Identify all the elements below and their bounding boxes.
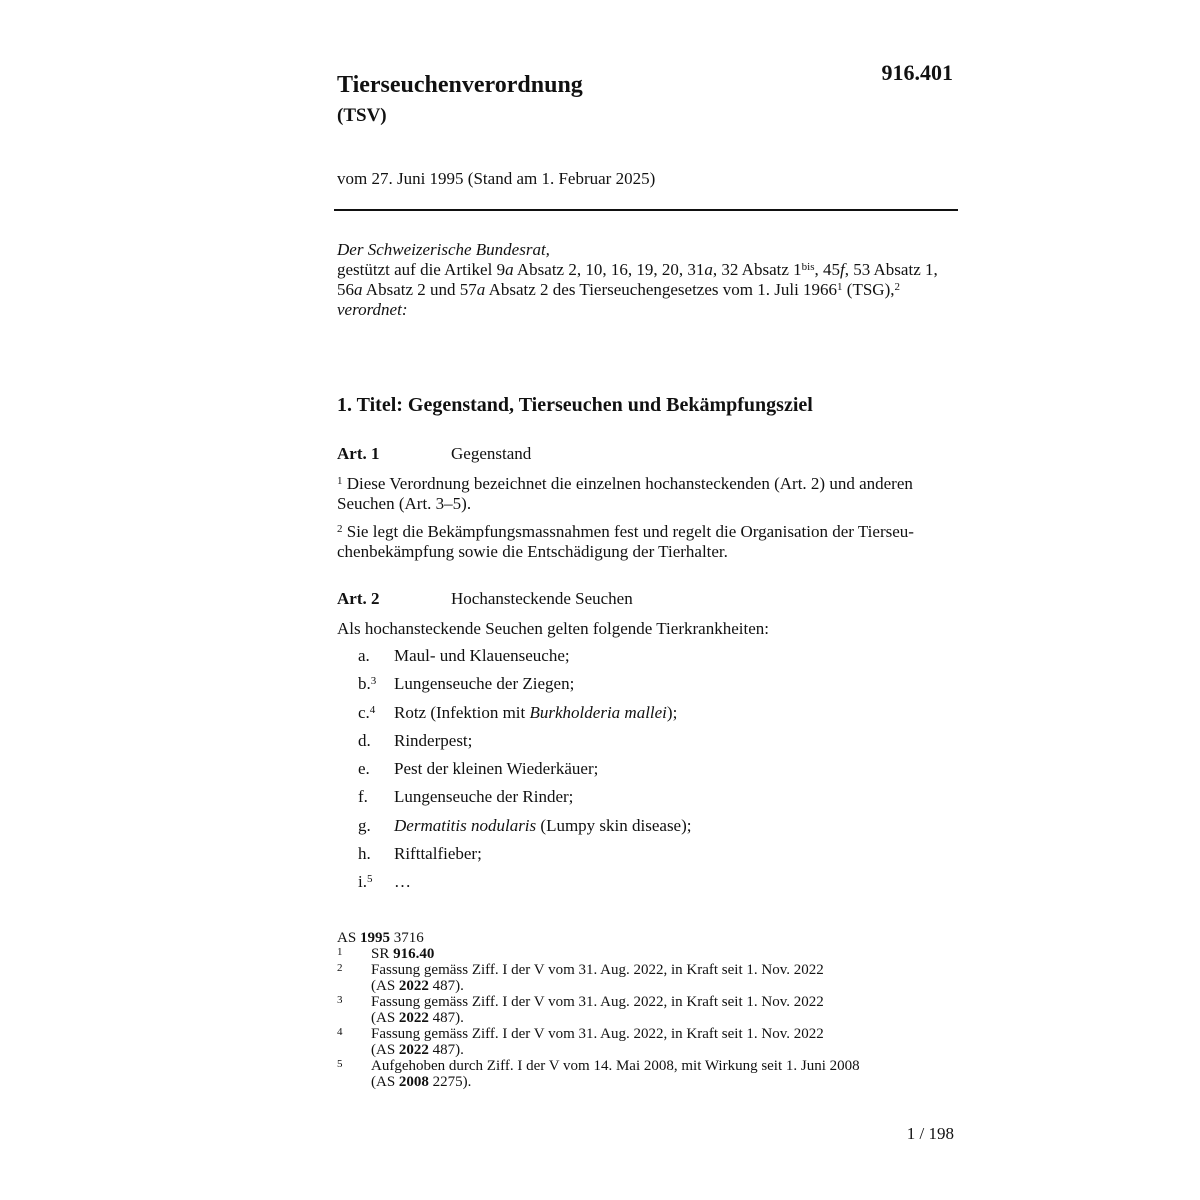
preamble-authority: Der Schweizerische Bundesrat, [337,240,550,259]
list-item: f. Lungenseuche der Rinder; [358,787,574,807]
article-1-number: Art. 1 [337,444,380,463]
date-line: vom 27. Juni 1995 (Stand am 1. Februar 2025) [337,169,656,188]
footnote-1: 1 SR 916.40 [337,946,435,962]
footnote-ref-5[interactable]: 5 [366,873,373,886]
footnote-ref-1[interactable]: 1 [837,281,843,293]
page-number: 1 / 198 [906,1124,954,1143]
footnote-ref-4[interactable]: 4 [369,703,376,716]
footnote-ref-2[interactable]: 2 [894,281,900,293]
list-item: d. Rinderpest; [358,730,473,750]
article-2-title: Hochansteckende Seuchen [451,589,633,608]
article-1-paragraph-1: $^1$ Diese Verordnung bezeichnet die einzelnen hochansteckenden (Art. 2) und anderen Seuchen (Art. 3–5). [337,474,913,513]
document-abbreviation: (TSV) [337,105,387,126]
list-item: b.$^3$ Lungenseuche der Ziegen; [358,674,575,694]
list-item: c.$^4$ Rotz (Infektion mit Burkholderia mallei); [358,702,678,722]
article-2-heading [337,589,633,609]
list-item: i.$^5$ … [358,872,411,892]
document-page [337,0,957,1200]
list-item: h. Rifttalfieber; [358,844,482,864]
footnote-5: 5 Aufgehoben durch Ziff. I der V vom 14. Mai 2008, mit Wirkung seit 1. Juni 2008 (AS 2008 2275). [337,1058,860,1090]
preamble-legal-basis: gestützt auf die Artikel 9a Absatz 2, 10, 16, 19, 20, 31a, 32 Absatz $1^{bis}$, 45f, 53 Absatz 1, 56a Absatz 2 und 57a Absatz 2 des Tierseuchengesetzes vom 1. Juli 1966$^1$ (TSG),$^2$ [337,260,938,299]
footnote-ref-3[interactable]: 3 [370,675,377,688]
official-compilation-reference: AS 1995 3716 [337,930,424,946]
article-2-number: Art. 2 [337,589,380,608]
chapter-title: 1. Titel: Gegenstand, Tierseuchen und Bekämpfungsziel [337,394,813,416]
article-1-title: Gegenstand [451,444,532,463]
footnote-2: 2 Fassung gemäss Ziff. I der V vom 31. Aug. 2022, in Kraft seit 1. Nov. 2022 (AS 2022 487). [337,962,824,994]
list-item: a. Maul- und Klauenseuche; [358,646,570,665]
disease-list [337,646,957,901]
list-item: e. Pest der kleinen Wiederkäuer; [358,759,599,779]
header-divider [334,209,958,211]
list-item: g. Dermatitis nodularis (Lumpy skin disease); [358,815,692,835]
footnote-4: 4 Fassung gemäss Ziff. I der V vom 31. Aug. 2022, in Kraft seit 1. Nov. 2022 (AS 2022 487). [337,1026,824,1058]
footnote-3: 3 Fassung gemäss Ziff. I der V vom 31. Aug. 2022, in Kraft seit 1. Nov. 2022 (AS 2022 487). [337,994,824,1026]
preamble [337,240,957,320]
preamble-decrees: verordnet: [337,300,408,319]
article-1-paragraph-2: $^2$ Sie legt die Bekämpfungsmassnahmen fest und regelt die Organisation der Tierseu-chenbekämpfung sowie die Entschädigung der Tierhalter. [337,522,914,561]
article-1-heading [337,444,531,464]
article-2-intro: Als hochansteckende Seuchen gelten folgende Tierkrankheiten: [337,619,769,638]
footnotes-section [337,930,957,1090]
sr-number: 916.401 [881,60,953,85]
document-title: Tierseuchenverordnung [337,72,583,98]
